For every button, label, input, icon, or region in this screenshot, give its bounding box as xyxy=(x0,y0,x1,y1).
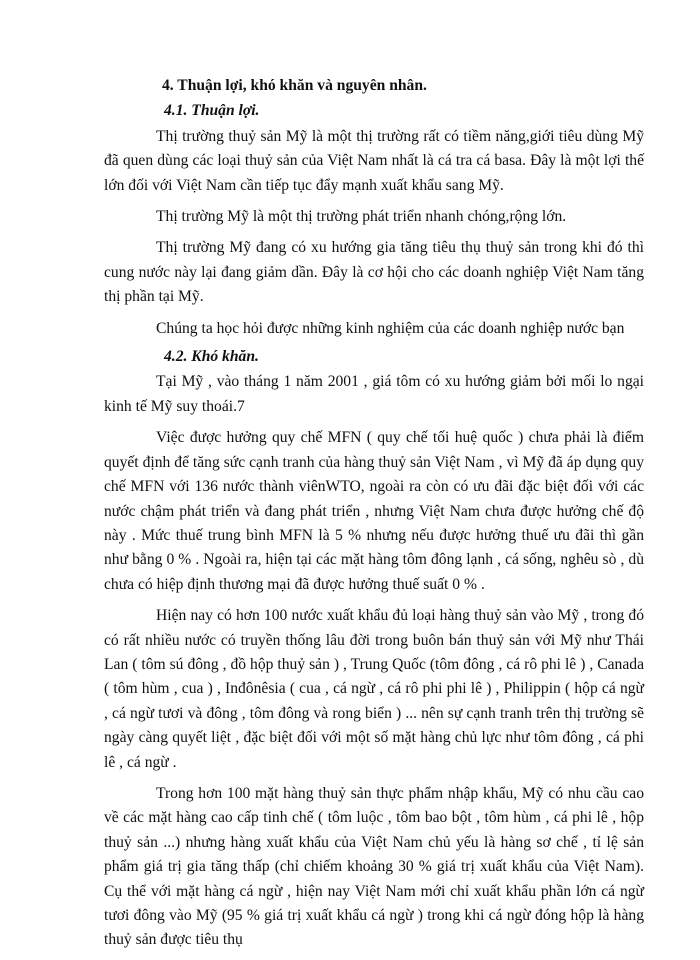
paragraph-2: Thị trường Mỹ là một thị trường phát triển nhanh chóng,rộng lớn. xyxy=(156,208,567,226)
subsection-heading-advantages: 4.1. Thuận lợi. xyxy=(164,102,260,120)
subsection-heading-difficulties: 4.2. Khó khăn. xyxy=(164,348,259,366)
paragraph-8: Trong hơn 100 mặt hàng thuỷ sản thực phẩm nhập khẩu, Mỹ có nhu cầu cao về các mặt hàng cao cấp tinh chế ( tôm luộc , tôm bao bột , tôm hùm , cá phi lê , hộp thuỷ sản ...) nhưng hàng xuất khẩu của Việt Nam chủ yếu là hàng sơ chế , tỉ lệ sản phẩm giá trị gia tăng thấp (chỉ chiếm khoảng 30 % giá trị xuất khẩu của Việt Nam). Cụ thể với mặt hàng cá ngừ , hiện nay Việt Nam mới chỉ xuất khẩu phần lớn cá ngừ tươi đông vào Mỹ (95 % giá trị xuất khẩu cá ngừ ) trong khi cá ngừ đóng hộp là hàng thuỷ sản được tiêu thụ xyxy=(104,784,644,949)
paragraph-6: Việc được hưởng quy chế MFN ( quy chế tối huệ quốc ) chưa phải là điểm quyết định để tăng sức cạnh tranh của hàng thuỷ sản Việt Nam , vì Mỹ đã áp dụng quy chế MFN với 136 nước thành viênWTO, ngoài ra còn có ưu đãi đặc biệt đối với các nước chậm phát triển và đang phát triển , nhưng Việt Nam chưa được hưởng chế độ này . Mức thuế trung bình MFN là 5 % nhưng nếu được hưởng thuế ưu đãi thì gần như bằng 0 % . Ngoài ra, hiện tại các mặt hàng tôm đông lạnh , cá sống, nghêu sò , dù chưa có hiệp định thương mại đã được hưởng thuế suất 0 % . xyxy=(104,429,644,593)
document-body xyxy=(104,74,644,960)
paragraph-3: Thị trường Mỹ đang có xu hướng gia tăng tiêu thụ thuỷ sản trong khi đó thì cung nước này lại đang giảm dần. Đây là cơ hội cho các doanh nghiệp Việt Nam tăng thị phần tại Mỹ. xyxy=(104,239,644,306)
paragraph-5: Tại Mỹ , vào tháng 1 năm 2001 , giá tôm có xu hướng giảm bởi mối lo ngại kinh tế Mỹ suy thoái.7 xyxy=(104,373,644,415)
paragraph-7: Hiện nay có hơn 100 nước xuất khẩu đủ loại hàng thuỷ sản vào Mỹ , trong đó có rất nhiều nước có truyền thống lâu đời trong buôn bán thuỷ sản với Mỹ như Thái Lan ( tôm sú đông , đồ hộp thuỷ sản ) , Trung Quốc (tôm đông , cá rô phi lê ) , Canada ( tôm hùm , cua ) , Inđônêsia ( cua , cá ngừ , cá rô phi phi lê ) , Philippin ( hộp cá ngừ , cá ngừ tươi và đông , tôm đông và rong biển ) ... nên sự cạnh tranh trên thị trường sẽ ngày càng quyết liệt , đặc biệt đối với một số mặt hàng chủ lực như tôm đông , cá phi lê , cá ngừ . xyxy=(104,607,644,771)
section-heading: 4. Thuận lợi, khó khăn và nguyên nhân. xyxy=(162,77,427,94)
paragraph-1: Thị trường thuỷ sản Mỹ là một thị trường rất có tiềm năng,giới tiêu dùng Mỹ đã quen dùng các loại thuỷ sản của Việt Nam nhất là cá tra cá basa. Đây là một lợi thế lớn đối với Việt Nam cần tiếp tục đẩy mạnh xuất khẩu sang Mỹ. xyxy=(104,127,644,194)
paragraph-4: Chúng ta học hỏi được những kinh nghiệm của các doanh nghiệp nước bạn xyxy=(156,319,625,337)
